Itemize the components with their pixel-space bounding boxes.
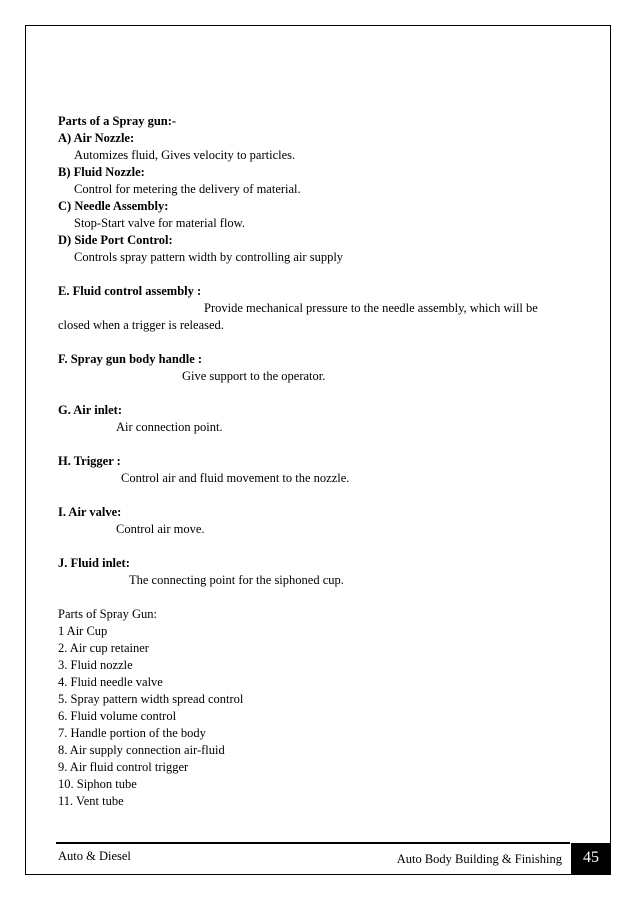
part-a-title: A) Air Nozzle: [58,131,135,145]
footer-divider [56,842,570,844]
part-e-desc-line2: closed when a trigger is released. [58,318,224,332]
list-item: 5. Spray pattern width spread control [58,692,244,706]
page-number: 45 [571,843,611,875]
part-c-title: C) Needle Assembly: [58,199,169,213]
section-heading: Parts of a Spray gun:- [58,114,177,128]
part-b-desc: Control for metering the delivery of material. [74,182,301,196]
list-item: 1 Air Cup [58,624,108,638]
part-f-title: F. Spray gun body handle : [58,352,203,366]
list-item: 4. Fluid needle valve [58,675,163,689]
part-i-title: I. Air valve: [58,505,122,519]
part-f-desc: Give support to the operator. [182,369,326,383]
footer-left-text: Auto & Diesel [58,849,131,863]
part-a-desc: Automizes fluid, Gives velocity to particles. [74,148,296,162]
part-i-desc: Control air move. [116,522,205,536]
part-h-desc: Control air and fluid movement to the nozzle. [121,471,350,485]
part-g-title: G. Air inlet: [58,403,123,417]
part-h-title: H. Trigger : [58,454,121,468]
part-b-title: B) Fluid Nozzle: [58,165,145,179]
page-content [58,113,582,810]
list-item: 6. Fluid volume control [58,709,177,723]
part-d-title: D) Side Port Control: [58,233,173,247]
list-item: 11. Vent tube [58,794,124,808]
part-j-title: J. Fluid inlet: [58,556,130,570]
part-c-desc: Stop-Start valve for material flow. [74,216,246,230]
part-g-desc: Air connection point. [116,420,223,434]
list-item: 3. Fluid nozzle [58,658,133,672]
footer-right-text: Auto Body Building & Finishing [396,852,562,866]
list-item: 10. Siphon tube [58,777,137,791]
part-j-desc: The connecting point for the siphoned cup. [129,573,344,587]
list-item: 2. Air cup retainer [58,641,149,655]
list-item: 8. Air supply connection air-fluid [58,743,225,757]
list-heading: Parts of Spray Gun: [58,607,157,621]
part-e-desc-line1: Provide mechanical pressure to the needle assembly, which will be [204,301,538,315]
part-e-title: E. Fluid control assembly : [58,284,202,298]
list-item: 7. Handle portion of the body [58,726,206,740]
part-d-desc: Controls spray pattern width by controlling air supply [74,250,344,264]
list-item: 9. Air fluid control trigger [58,760,189,774]
